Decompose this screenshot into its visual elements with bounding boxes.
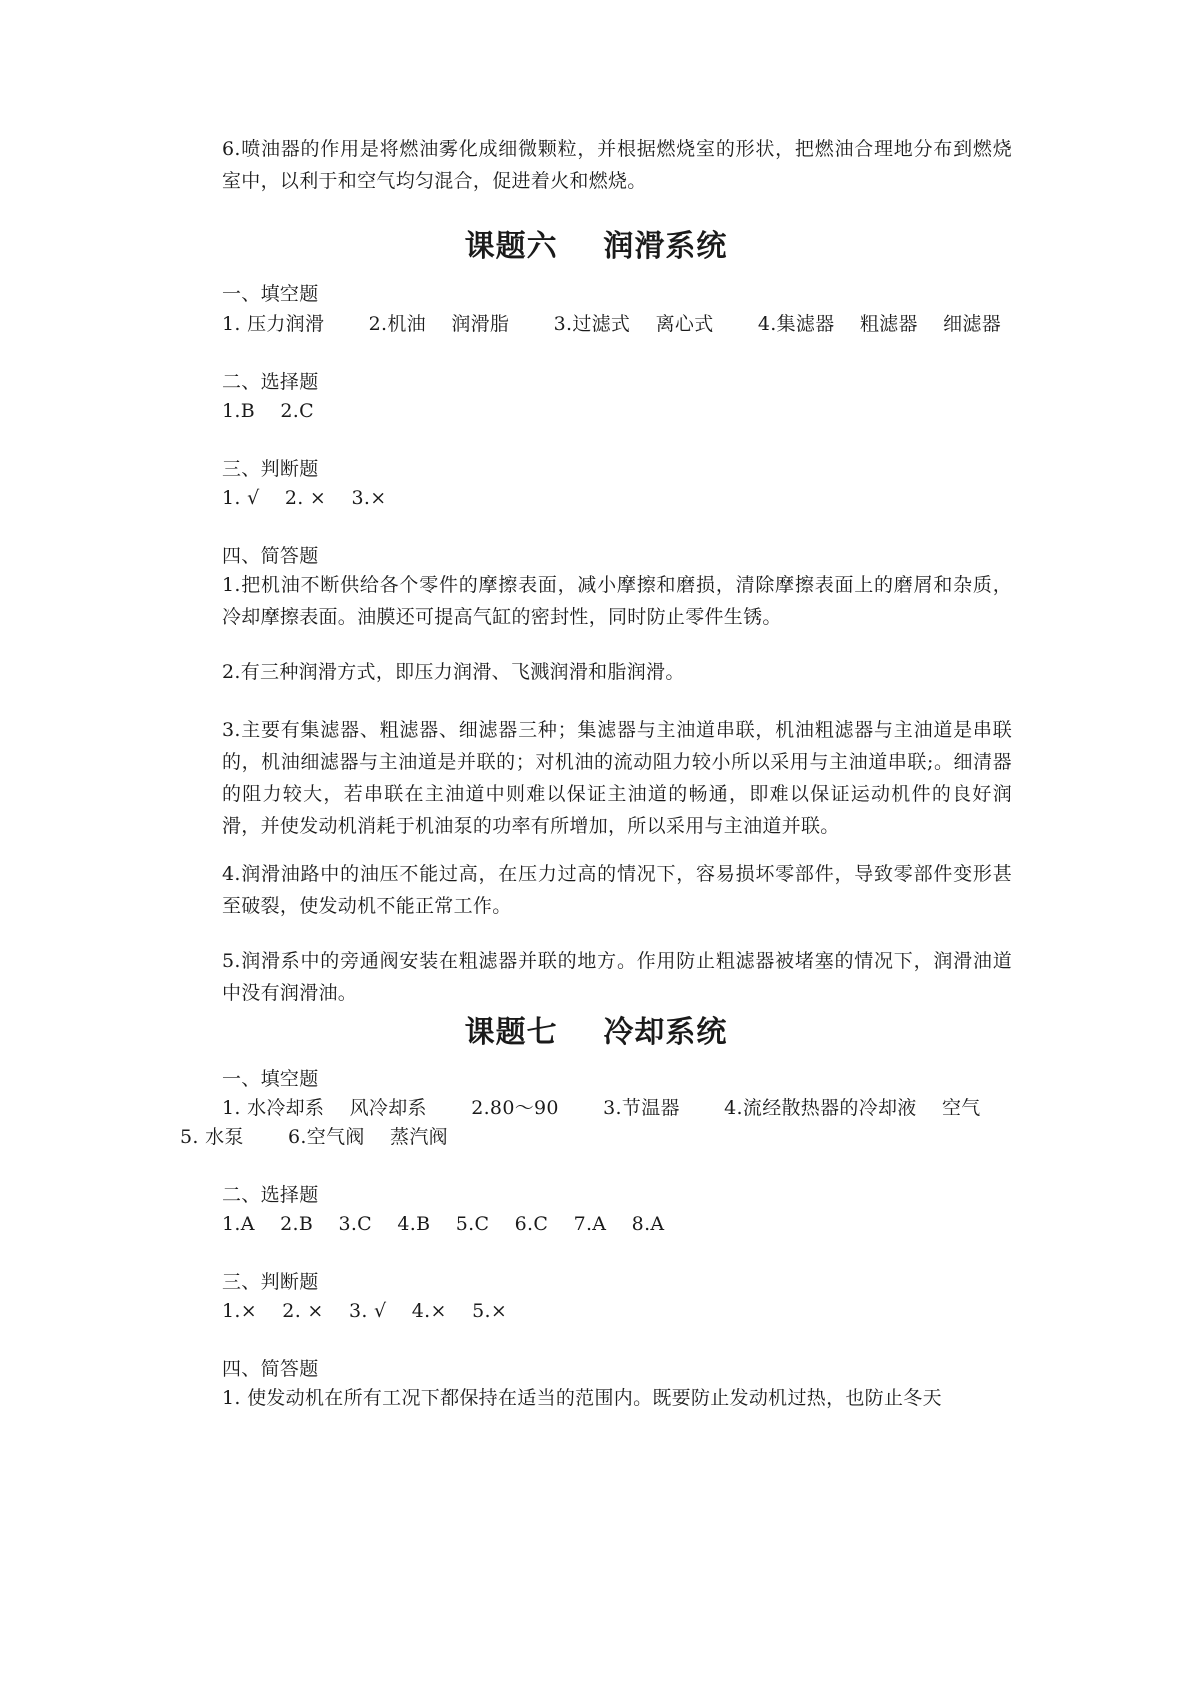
short-answer-4: 4.润滑油路中的油压不能过高，在压力过高的情况下，容易损坏零部件，导致零部件变形甚至破裂，使发动机不能正常工作。 xyxy=(222,863,1012,917)
short-answer-1: 1.把机油不断供给各个零件的摩擦表面，减小摩擦和磨损，清除摩擦表面上的磨屑和杂质，冷却摩擦表面。油膜还可提高气缸的密封性，同时防止零件生锈。 xyxy=(222,574,1012,628)
judge-heading: 三、判断题 xyxy=(222,1271,319,1293)
short-answer-1: 1. 使发动机在所有工况下都保持在适当的范围内。既要防止发动机过热，也防止冬天 xyxy=(222,1387,942,1409)
paragraph-injector: 6.喷油器的作用是将燃油雾化成细微颗粒，并根据燃烧室的形状，把燃油合理地分布到燃烧室中，以利于和空气均匀混合，促进着火和燃烧。 xyxy=(222,138,1012,192)
short-answer-5: 5.润滑系中的旁通阀安装在粗滤器并联的地方。作用防止粗滤器被堵塞的情况下，润滑油道中没有润滑油。 xyxy=(222,950,1012,1004)
choice-heading: 二、选择题 xyxy=(222,371,319,393)
judge-answers: 1. √ 2. × 3.× xyxy=(222,487,387,509)
section-title-lubrication: 课题六 润滑系统 xyxy=(464,229,728,264)
choice-heading: 二、选择题 xyxy=(222,1184,319,1206)
choice-answers: 1.B 2.C xyxy=(222,400,314,422)
fill-answers-line-1: 1. 水冷却系 风冷却系 2.80～90 3.节温器 4.流经散热器的冷却液 空气 xyxy=(222,1097,981,1119)
fill-answers: 1. 压力润滑 2.机油 润滑脂 3.过滤式 离心式 4.集滤器 粗滤器 细滤器 xyxy=(222,313,1002,335)
short-answer-2: 2.有三种润滑方式，即压力润滑、飞溅润滑和脂润滑。 xyxy=(222,661,685,683)
judge-heading: 三、判断题 xyxy=(222,458,319,480)
short-answer-heading: 四、简答题 xyxy=(222,545,319,567)
short-answer-heading: 四、简答题 xyxy=(222,1358,319,1380)
fill-heading: 一、填空题 xyxy=(222,1068,319,1090)
fill-answers-line-2: 5. 水泵 6.空气阀 蒸汽阀 xyxy=(180,1126,448,1148)
judge-answers: 1.× 2. × 3. √ 4.× 5.× xyxy=(222,1300,508,1322)
section-title-cooling: 课题七 冷却系统 xyxy=(464,1015,728,1050)
fill-heading: 一、填空题 xyxy=(222,283,319,305)
choice-answers: 1.A 2.B 3.C 4.B 5.C 6.C 7.A 8.A xyxy=(222,1213,665,1235)
short-answer-3: 3.主要有集滤器、粗滤器、细滤器三种；集滤器与主油道串联，机油粗滤器与主油道是串联的，机油细滤器与主油道是并联的；对机油的流动阻力较小所以采用与主油道串联;。细清器的阻力较大，若串联在主油道中则难以保证主油道的畅通，即难以保证运动机件的良好润滑，并使发动机消耗于机油泵的功率有所增加，所以采用与主油道并联。 xyxy=(222,719,1012,837)
